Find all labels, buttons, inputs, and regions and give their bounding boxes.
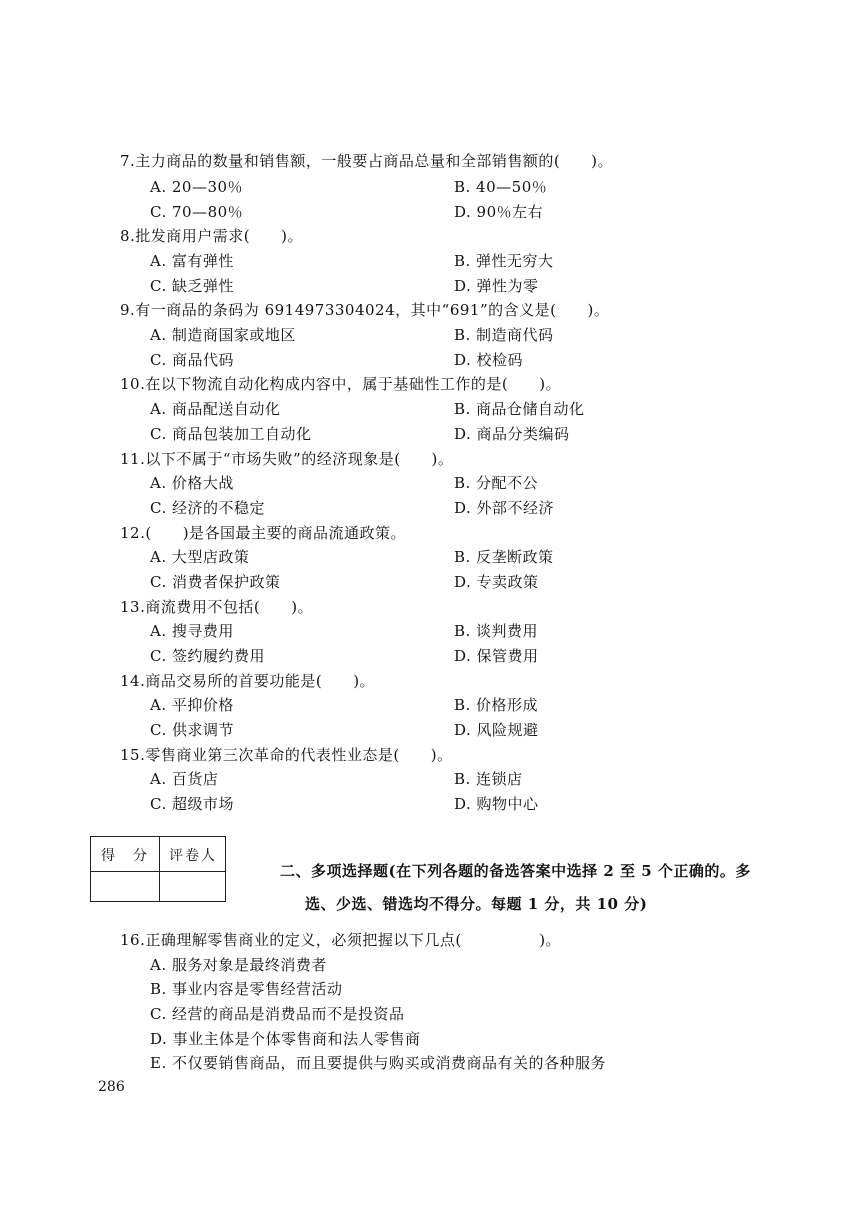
grader-label: 评卷人 <box>169 848 217 864</box>
question-14-option-a: A. 平抑价格 <box>150 696 234 714</box>
question-14-option-d: D. 风险规避 <box>454 721 539 739</box>
question-11-stem: 11.以下不属于“市场失败”的经济现象是( )。 <box>120 450 454 468</box>
score-label: 得 分 <box>101 848 149 864</box>
question-16-option-d: D. 事业主体是个体零售商和法人零售商 <box>150 1030 421 1048</box>
question-15-stem: 15.零售商业第三次革命的代表性业态是( )。 <box>120 746 453 764</box>
question-7-option-d: D. 90％左右 <box>454 203 544 221</box>
question-7-option-b: B. 40—50％ <box>454 178 548 196</box>
question-8-option-c: C. 缺乏弹性 <box>150 277 234 295</box>
question-16-option-c: C. 经营的商品是消费品而不是投资品 <box>150 1005 405 1023</box>
question-16-option-a: A. 服务对象是最终消费者 <box>150 956 327 974</box>
question-11-option-a: A. 价格大战 <box>150 474 234 492</box>
question-15-option-b: B. 连锁店 <box>454 770 523 788</box>
question-14-option-c: C. 供求调节 <box>150 721 234 739</box>
question-14-option-b: B. 价格形成 <box>454 696 539 714</box>
question-16-stem: 16.正确理解零售商业的定义，必须把握以下几点( )。 <box>120 931 562 949</box>
question-7-option-c: C. 70—80％ <box>150 203 244 221</box>
question-9-option-b: B. 制造商代码 <box>454 326 554 344</box>
question-10-option-b: B. 商品仓储自动化 <box>454 400 585 418</box>
question-9-option-d: D. 校检码 <box>454 351 524 369</box>
question-15-option-d: D. 购物中心 <box>454 795 539 813</box>
question-11-option-c: C. 经济的不稳定 <box>150 499 265 517</box>
section-2-title-line-1: 二、多项选择题(在下列各题的备选答案中选择 2 至 5 个正确的。多 <box>280 862 751 880</box>
question-15-option-c: C. 超级市场 <box>150 795 234 813</box>
question-13-stem: 13.商流费用不包括( )。 <box>120 598 314 616</box>
question-8-option-b: B. 弹性无穷大 <box>454 252 554 270</box>
question-14-stem: 14.商品交易所的首要功能是( )。 <box>120 672 376 690</box>
score-box-divider-horizontal <box>91 871 225 872</box>
question-15-option-a: A. 百货店 <box>150 770 219 788</box>
question-11-option-d: D. 外部不经济 <box>454 499 555 517</box>
section-2-title-line-2: 选、少选、错选均不得分。每题 1 分，共 10 分) <box>305 895 648 913</box>
question-8-option-d: D. 弹性为零 <box>454 277 539 295</box>
page-number: 286 <box>98 1079 125 1095</box>
question-12-option-c: C. 消费者保护政策 <box>150 573 281 591</box>
question-13-option-b: B. 谈判费用 <box>454 622 539 640</box>
question-9-stem: 9.有一商品的条码为 6914973304024，其中“691”的含义是( )。 <box>120 301 610 319</box>
question-13-option-a: A. 搜寻费用 <box>150 622 234 640</box>
question-12-option-b: B. 反垄断政策 <box>454 548 554 566</box>
question-9-option-c: C. 商品代码 <box>150 351 234 369</box>
question-10-stem: 10.在以下物流自动化构成内容中，属于基础性工作的是( )。 <box>120 375 562 393</box>
question-12-stem: 12.( )是各国最主要的商品流通政策。 <box>120 524 407 542</box>
question-10-option-a: A. 商品配送自动化 <box>150 400 281 418</box>
question-13-option-c: C. 签约履约费用 <box>150 647 265 665</box>
question-13-option-d: D. 保管费用 <box>454 647 539 665</box>
score-box <box>90 836 226 902</box>
question-12-option-d: D. 专卖政策 <box>454 573 539 591</box>
question-16-option-b: B. 事业内容是零售经营活动 <box>150 980 343 998</box>
question-11-option-b: B. 分配不公 <box>454 474 539 492</box>
question-12-option-a: A. 大型店政策 <box>150 548 250 566</box>
question-7-option-a: A. 20—30％ <box>150 178 244 196</box>
question-10-option-d: D. 商品分类编码 <box>454 425 570 443</box>
question-10-option-c: C. 商品包装加工自动化 <box>150 425 312 443</box>
question-9-option-a: A. 制造商国家或地区 <box>150 326 296 344</box>
question-8-stem: 8.批发商用户需求( )。 <box>120 227 304 245</box>
question-7-stem: 7.主力商品的数量和销售额，一般要占商品总量和全部销售额的( )。 <box>120 152 614 170</box>
question-8-option-a: A. 富有弹性 <box>150 252 234 270</box>
question-16-option-e: E. 不仅要销售商品，而且要提供与购买或消费商品有关的各种服务 <box>150 1054 606 1072</box>
